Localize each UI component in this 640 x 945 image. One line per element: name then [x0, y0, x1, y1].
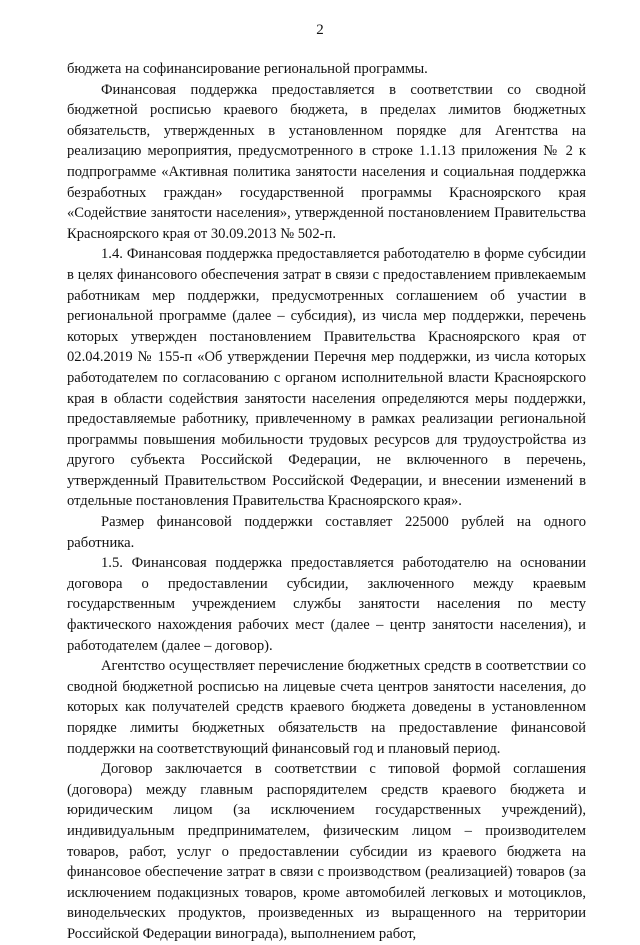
- paragraph-continuation: бюджета на софинансирование региональной программы.: [67, 61, 428, 77]
- page-number: 2: [316, 22, 324, 38]
- paragraph-agency-transfer: Агентство осуществляет перечисление бюджетных средств в соответствии со сводной бюджетной росписью на лицевые счета центров занятости населения, до которых как получателей средств краевого бюджета доведены в установленном порядке лимиты бюджетных обязательств на предоставление финансовой поддержки на соответствующий финансовый год и плановый период.: [67, 658, 586, 757]
- paragraph-1-5-contract: 1.5. Финансовая поддержка предоставляется работодателю на основании договора о предоставлении субсидии, заключенного между краевым государственным учреждением службы занятости населения по месту фактического нахождения рабочих мест (далее – центр занятости населения), и работодателем (далее – договор).: [67, 555, 586, 654]
- document-body: [67, 59, 586, 945]
- paragraph-contract-form: Договор заключается в соответствии с типовой формой соглашения (договора) между главным распорядителем средств краевого бюджета и юридическим лицом (за исключением государственных учреждений), индивидуальным предпринимателем, физическим лицом – производителем товаров, работ, услуг о предоставлении субсидии из краевого бюджета на финансовое обеспечение затрат в связи с производством (реализацией) товаров (за исключением подакцизных товаров, кроме автомобилей легковых и мотоциклов, винодельческих продуктов, произведенных из выращенного на территории Российской Федерации винограда), выполнением работ,: [67, 761, 586, 942]
- paragraph-financial-support: Финансовая поддержка предоставляется в соответствии со сводной бюджетной росписью краевого бюджета, в пределах лимитов бюджетных обязательств, утвержденных в установленном порядке для Агентства на реализацию мероприятия, предусмотренного в строке 1.1.13 приложения № 2 к подпрограмме «Активная политика занятости населения и социальная поддержка безработных граждан» государственной программы Красноярского края «Содействие занятости населения», утвержденной постановлением Правительства Красноярского края от 30.09.2013 № 502-п.: [67, 81, 586, 242]
- paragraph-support-amount: Размер финансовой поддержки составляет 225000 рублей на одного работника.: [67, 514, 586, 551]
- paragraph-1-4-subsidy: 1.4. Финансовая поддержка предоставляется работодателю в форме субсидии в целях финансового обеспечения затрат в связи с предоставлением привлекаемым работникам мер поддержки, предусмотренных соглашением об участии в региональной программе (далее – субсидия), из числа мер поддержки, перечень которых утвержден постановлением Правительства Красноярского края от 02.04.2019 № 155-п «Об утверждении Перечня мер поддержки, из числа которых работодателем по согласованию с органом исполнительной власти Красноярского края в области содействия занятости населения определяются меры поддержки, предоставляемые работнику, привлеченному в рамках реализации региональной программы повышения мобильности трудовых ресурсов для трудоустройства из другого субъекта Российской Федерации, не включенного в перечень, утвержденный Правительством Российской Федерации, и внесении изменений в отдельные постановления Правительства Красноярского края».: [67, 246, 586, 510]
